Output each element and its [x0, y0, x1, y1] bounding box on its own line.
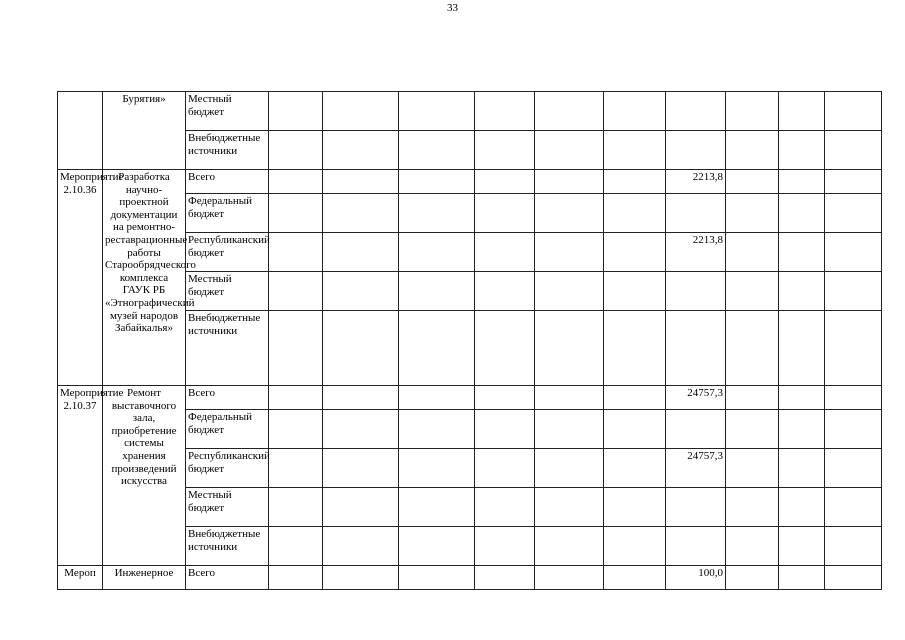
empty-cell — [399, 386, 475, 410]
empty-cell — [535, 272, 604, 311]
empty-cell — [323, 527, 399, 566]
amount-cell — [666, 410, 726, 449]
empty-cell — [475, 410, 535, 449]
empty-cell — [399, 488, 475, 527]
amount-cell: 2213,8 — [666, 233, 726, 272]
empty-cell — [323, 92, 399, 131]
empty-cell — [323, 131, 399, 170]
funding-source-cell: Всего — [186, 170, 269, 194]
funding-source-cell: Местный бюджет — [186, 92, 269, 131]
funding-source-cell: Республиканский бюджет — [186, 233, 269, 272]
empty-cell — [604, 566, 666, 590]
empty-cell — [399, 194, 475, 233]
empty-cell — [475, 170, 535, 194]
page-number: 33 — [447, 2, 458, 14]
empty-cell — [269, 488, 323, 527]
empty-cell — [726, 410, 779, 449]
empty-cell — [726, 527, 779, 566]
empty-cell — [604, 410, 666, 449]
funding-source-cell: Федеральный бюджет — [186, 410, 269, 449]
empty-cell — [323, 272, 399, 311]
empty-cell — [323, 410, 399, 449]
funding-source-cell: Республиканский бюджет — [186, 449, 269, 488]
amount-cell: 24757,3 — [666, 449, 726, 488]
empty-cell — [779, 410, 825, 449]
empty-cell — [604, 131, 666, 170]
empty-cell — [779, 131, 825, 170]
amount-cell — [666, 131, 726, 170]
empty-cell — [399, 410, 475, 449]
empty-cell — [399, 311, 475, 386]
empty-cell — [726, 272, 779, 311]
empty-cell — [726, 449, 779, 488]
empty-cell — [535, 527, 604, 566]
empty-cell — [269, 170, 323, 194]
empty-cell — [779, 233, 825, 272]
empty-cell — [269, 386, 323, 410]
empty-cell — [399, 566, 475, 590]
measure-name-cell: Бурятия» — [103, 92, 186, 170]
amount-cell — [666, 311, 726, 386]
funding-source-cell: Внебюджетные источники — [186, 527, 269, 566]
empty-cell — [269, 449, 323, 488]
empty-cell — [323, 170, 399, 194]
measure-code-cell: Мероприятие 2.10.36 — [58, 170, 103, 386]
empty-cell — [399, 92, 475, 131]
empty-cell — [323, 194, 399, 233]
empty-cell — [726, 311, 779, 386]
table-row — [58, 92, 882, 131]
budget-table — [57, 91, 882, 590]
empty-cell — [726, 92, 779, 131]
empty-cell — [726, 386, 779, 410]
empty-cell — [535, 386, 604, 410]
empty-cell — [269, 311, 323, 386]
empty-cell — [825, 233, 882, 272]
empty-cell — [475, 92, 535, 131]
empty-cell — [535, 449, 604, 488]
empty-cell — [726, 170, 779, 194]
funding-source-cell: Федеральный бюджет — [186, 194, 269, 233]
empty-cell — [535, 488, 604, 527]
empty-cell — [269, 131, 323, 170]
funding-source-cell: Всего — [186, 566, 269, 590]
empty-cell — [399, 233, 475, 272]
empty-cell — [535, 566, 604, 590]
empty-cell — [269, 233, 323, 272]
table-row — [58, 170, 882, 194]
empty-cell — [399, 170, 475, 194]
empty-cell — [269, 410, 323, 449]
empty-cell — [604, 386, 666, 410]
empty-cell — [535, 131, 604, 170]
table-row — [58, 566, 882, 590]
empty-cell — [779, 566, 825, 590]
empty-cell — [604, 488, 666, 527]
empty-cell — [726, 488, 779, 527]
empty-cell — [399, 527, 475, 566]
empty-cell — [779, 92, 825, 131]
empty-cell — [825, 194, 882, 233]
empty-cell — [604, 311, 666, 386]
empty-cell — [825, 92, 882, 131]
empty-cell — [323, 566, 399, 590]
empty-cell — [825, 488, 882, 527]
empty-cell — [399, 449, 475, 488]
empty-cell — [269, 566, 323, 590]
empty-cell — [269, 92, 323, 131]
empty-cell — [323, 311, 399, 386]
empty-cell — [535, 170, 604, 194]
empty-cell — [475, 566, 535, 590]
empty-cell — [475, 386, 535, 410]
empty-cell — [825, 170, 882, 194]
empty-cell — [269, 272, 323, 311]
empty-cell — [779, 488, 825, 527]
funding-source-cell: Всего — [186, 386, 269, 410]
empty-cell — [604, 233, 666, 272]
empty-cell — [825, 527, 882, 566]
funding-source-cell: Внебюджетные источники — [186, 131, 269, 170]
amount-cell: 100,0 — [666, 566, 726, 590]
empty-cell — [604, 194, 666, 233]
empty-cell — [604, 170, 666, 194]
empty-cell — [323, 449, 399, 488]
empty-cell — [475, 131, 535, 170]
empty-cell — [726, 233, 779, 272]
empty-cell — [726, 194, 779, 233]
empty-cell — [535, 410, 604, 449]
measure-name-cell: Разработка научно-проектной документации на ремонтно-реставрационные работы Старообрядческого комплекса ГАУК РБ «Этнографический музей народов Забайкалья» — [103, 170, 186, 386]
empty-cell — [825, 449, 882, 488]
empty-cell — [726, 131, 779, 170]
empty-cell — [779, 170, 825, 194]
empty-cell — [475, 488, 535, 527]
empty-cell — [475, 527, 535, 566]
measure-name-cell: Инженерное — [103, 566, 186, 590]
amount-cell — [666, 488, 726, 527]
empty-cell — [535, 311, 604, 386]
measure-code-cell: Мероп — [58, 566, 103, 590]
empty-cell — [475, 449, 535, 488]
measure-code-cell — [58, 92, 103, 170]
empty-cell — [779, 272, 825, 311]
empty-cell — [604, 449, 666, 488]
amount-cell — [666, 194, 726, 233]
amount-cell: 24757,3 — [666, 386, 726, 410]
empty-cell — [323, 233, 399, 272]
empty-cell — [779, 527, 825, 566]
empty-cell — [779, 194, 825, 233]
amount-cell — [666, 92, 726, 131]
empty-cell — [399, 272, 475, 311]
empty-cell — [475, 194, 535, 233]
empty-cell — [825, 131, 882, 170]
empty-cell — [825, 272, 882, 311]
funding-source-cell: Местный бюджет — [186, 488, 269, 527]
funding-source-cell: Внебюджетные источники — [186, 311, 269, 386]
amount-cell: 2213,8 — [666, 170, 726, 194]
empty-cell — [604, 527, 666, 566]
empty-cell — [779, 386, 825, 410]
measure-code-cell: Мероприятие 2.10.37 — [58, 386, 103, 566]
empty-cell — [399, 131, 475, 170]
empty-cell — [323, 386, 399, 410]
empty-cell — [535, 233, 604, 272]
empty-cell — [269, 194, 323, 233]
amount-cell — [666, 272, 726, 311]
empty-cell — [825, 311, 882, 386]
empty-cell — [779, 449, 825, 488]
funding-source-cell: Местный бюджет — [186, 272, 269, 311]
empty-cell — [475, 233, 535, 272]
table-row — [58, 386, 882, 410]
empty-cell — [475, 311, 535, 386]
measure-name-cell: Ремонт выставочного зала, приобретение системы хранения произведений искусства — [103, 386, 186, 566]
empty-cell — [825, 566, 882, 590]
empty-cell — [323, 488, 399, 527]
empty-cell — [779, 311, 825, 386]
empty-cell — [475, 272, 535, 311]
empty-cell — [726, 566, 779, 590]
empty-cell — [604, 272, 666, 311]
empty-cell — [269, 527, 323, 566]
amount-cell — [666, 527, 726, 566]
empty-cell — [825, 410, 882, 449]
empty-cell — [825, 386, 882, 410]
empty-cell — [604, 92, 666, 131]
empty-cell — [535, 194, 604, 233]
empty-cell — [535, 92, 604, 131]
